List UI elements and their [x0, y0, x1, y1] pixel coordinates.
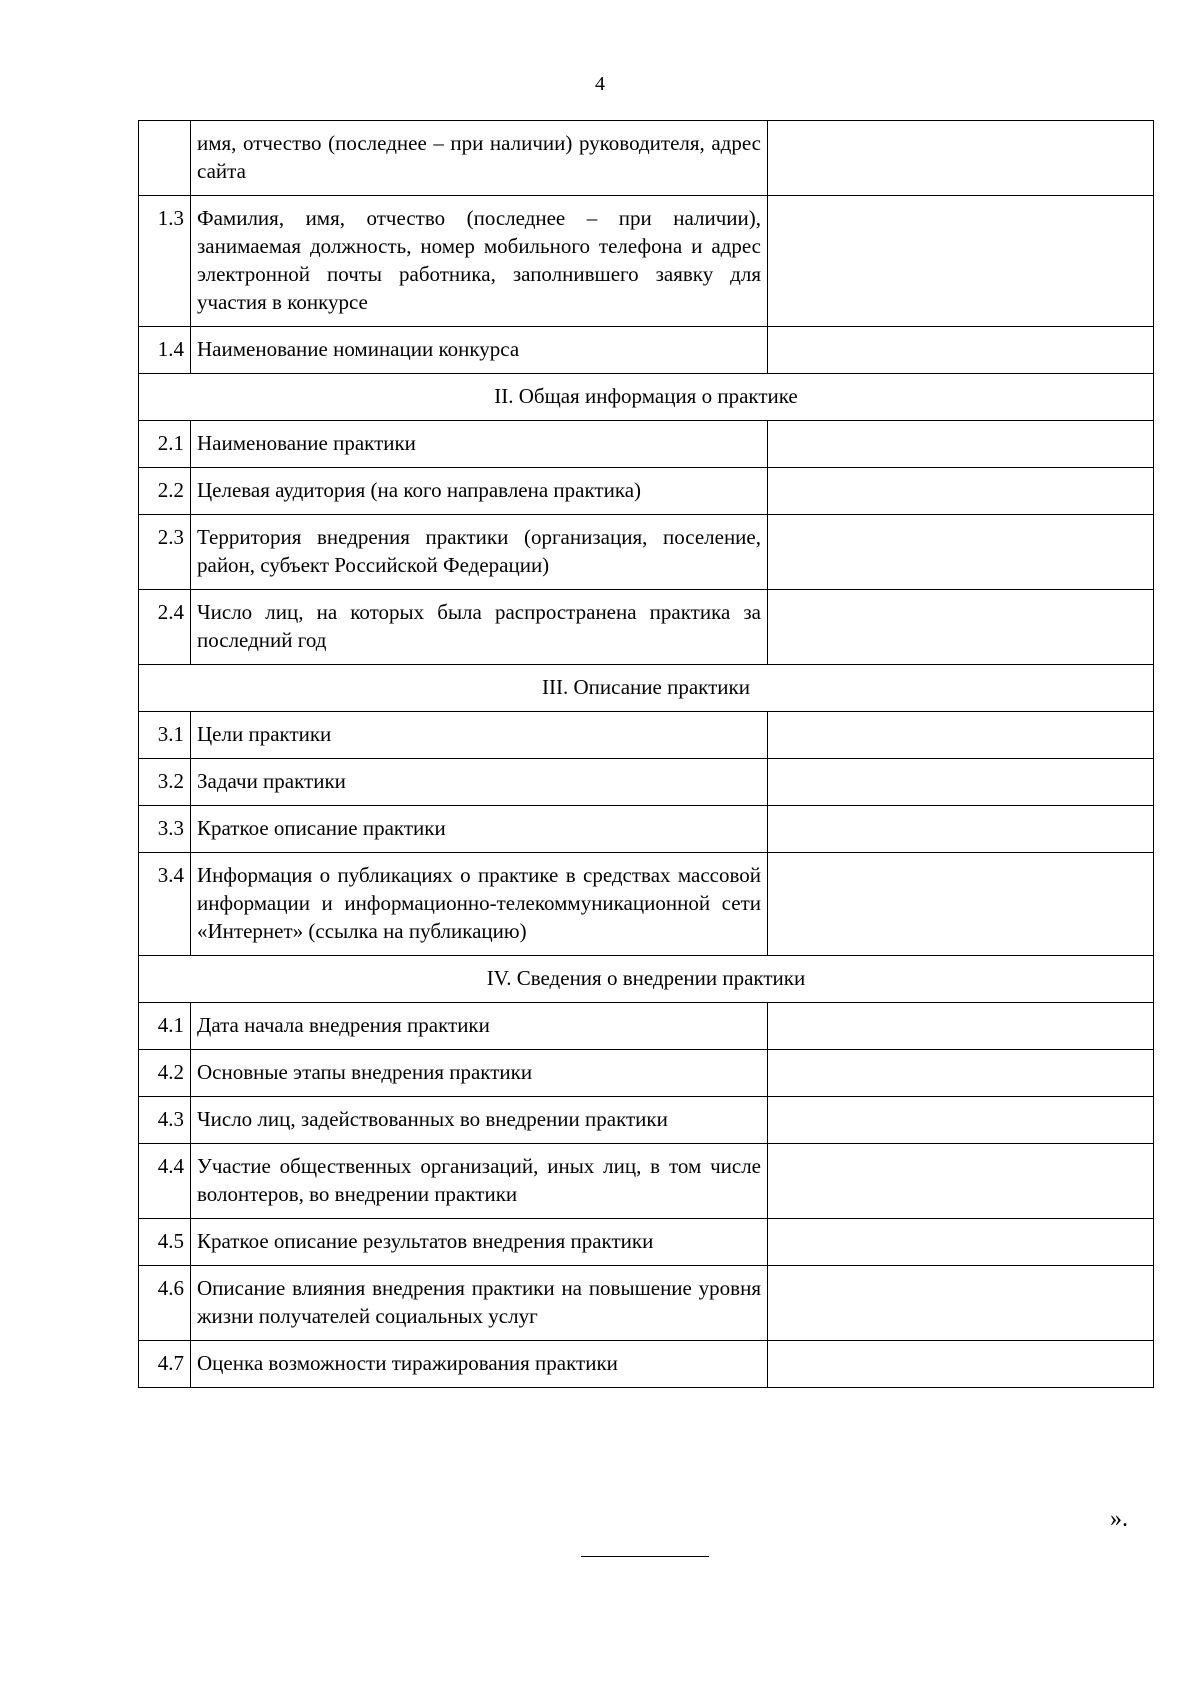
row-label: Участие общественных организаций, иных лиц, в том числе волонтеров, во внедрении практики [191, 1144, 768, 1219]
row-number: 3.2 [139, 759, 191, 806]
row-value-cell[interactable] [768, 1144, 1154, 1219]
row-value-cell[interactable] [768, 853, 1154, 956]
row-number: 4.1 [139, 1003, 191, 1050]
row-number [139, 121, 191, 196]
row-label: Оценка возможности тиражирования практики [191, 1341, 768, 1388]
row-value-cell[interactable] [768, 1097, 1154, 1144]
row-label: Число лиц, на которых была распространена практика за последний год [191, 590, 768, 665]
row-label: Наименование практики [191, 421, 768, 468]
row-number: 2.3 [139, 515, 191, 590]
table-row [139, 853, 1154, 956]
row-number: 3.3 [139, 806, 191, 853]
closing-quote: ». [1110, 1506, 1128, 1532]
table-row [139, 421, 1154, 468]
row-label: Краткое описание практики [191, 806, 768, 853]
row-label: Информация о публикациях о практике в средствах массовой информации и информационно-телекоммуникационной сети «Интернет» (ссылка на публикацию) [191, 853, 768, 956]
row-label: имя, отчество (последнее – при наличии) руководителя, адрес сайта [191, 121, 768, 196]
section-header-row [139, 956, 1154, 1003]
table-row [139, 759, 1154, 806]
section-header-row [139, 374, 1154, 421]
table-row [139, 1050, 1154, 1097]
table-row [139, 1144, 1154, 1219]
table-row [139, 806, 1154, 853]
row-value-cell[interactable] [768, 421, 1154, 468]
row-label: Наименование номинации конкурса [191, 327, 768, 374]
table-row [139, 196, 1154, 327]
table-row [139, 1003, 1154, 1050]
row-label: Число лиц, задействованных во внедрении практики [191, 1097, 768, 1144]
row-label: Целевая аудитория (на кого направлена практика) [191, 468, 768, 515]
table-row [139, 1341, 1154, 1388]
row-value-cell[interactable] [768, 121, 1154, 196]
row-value-cell[interactable] [768, 468, 1154, 515]
row-value-cell[interactable] [768, 1219, 1154, 1266]
row-value-cell[interactable] [768, 1341, 1154, 1388]
row-number: 1.4 [139, 327, 191, 374]
section-header-row [139, 665, 1154, 712]
row-number: 3.4 [139, 853, 191, 956]
section-title: IV. Сведения о внедрении практики [139, 956, 1154, 1003]
row-value-cell[interactable] [768, 196, 1154, 327]
row-value-cell[interactable] [768, 515, 1154, 590]
row-value-cell[interactable] [768, 712, 1154, 759]
table-row [139, 515, 1154, 590]
row-number: 4.5 [139, 1219, 191, 1266]
row-label: Дата начала внедрения практики [191, 1003, 768, 1050]
row-number: 4.3 [139, 1097, 191, 1144]
row-number: 4.6 [139, 1266, 191, 1341]
row-label: Цели практики [191, 712, 768, 759]
row-value-cell[interactable] [768, 327, 1154, 374]
table-row [139, 590, 1154, 665]
row-value-cell[interactable] [768, 1050, 1154, 1097]
row-value-cell[interactable] [768, 590, 1154, 665]
row-number: 2.1 [139, 421, 191, 468]
row-label: Основные этапы внедрения практики [191, 1050, 768, 1097]
row-value-cell[interactable] [768, 806, 1154, 853]
section-title: II. Общая информация о практике [139, 374, 1154, 421]
page-number: 4 [595, 73, 605, 95]
form-table-body [139, 121, 1154, 1388]
row-number: 4.7 [139, 1341, 191, 1388]
row-value-cell[interactable] [768, 1003, 1154, 1050]
row-label: Фамилия, имя, отчество (последнее – при наличии), занимаемая должность, номер мобильного телефона и адрес электронной почты работника, заполнившего заявку для участия в конкурсе [191, 196, 768, 327]
row-value-cell[interactable] [768, 1266, 1154, 1341]
table-row [139, 712, 1154, 759]
row-number: 3.1 [139, 712, 191, 759]
table-row [139, 1097, 1154, 1144]
row-number: 1.3 [139, 196, 191, 327]
table-row [139, 468, 1154, 515]
row-label: Задачи практики [191, 759, 768, 806]
table-row [139, 1219, 1154, 1266]
row-label: Краткое описание результатов внедрения практики [191, 1219, 768, 1266]
row-number: 4.4 [139, 1144, 191, 1219]
section-title: III. Описание практики [139, 665, 1154, 712]
row-label: Территория внедрения практики (организация, поселение, район, субъект Российской Федерации) [191, 515, 768, 590]
row-number: 2.2 [139, 468, 191, 515]
end-rule [581, 1556, 709, 1557]
row-label: Описание влияния внедрения практики на повышение уровня жизни получателей социальных услуг [191, 1266, 768, 1341]
row-number: 2.4 [139, 590, 191, 665]
row-number: 4.2 [139, 1050, 191, 1097]
table-row [139, 1266, 1154, 1341]
application-form-table [138, 120, 1154, 1388]
table-row [139, 121, 1154, 196]
table-row [139, 327, 1154, 374]
row-value-cell[interactable] [768, 759, 1154, 806]
